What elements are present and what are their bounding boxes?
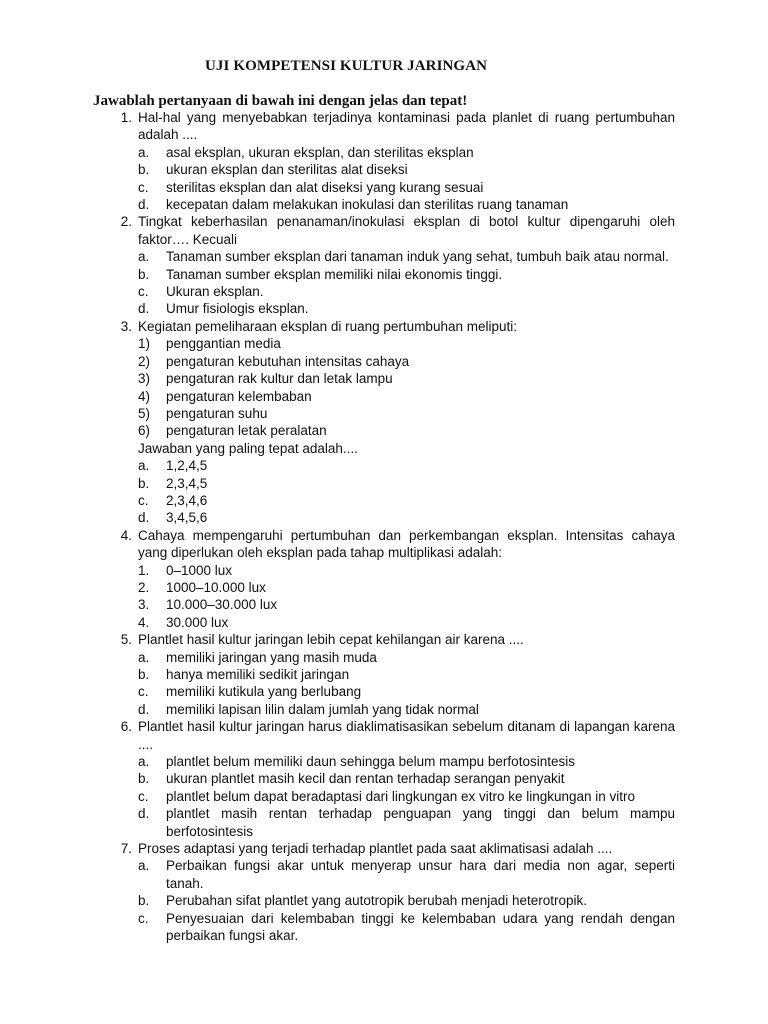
option-a (138, 649, 675, 666)
option-text: kecepatan dalam melakukan inokulasi dan sterilitas ruang tanaman (166, 197, 569, 213)
question-4 (114, 527, 675, 631)
question-number: 4. (120, 527, 132, 543)
option-list (138, 649, 675, 719)
question-text: Proses adaptasi yang terjadi terhadap plantlet pada saat aklimatisasi adalah .... (138, 841, 613, 857)
option-list (138, 857, 675, 944)
option-text: 2,3,4,5 (166, 475, 208, 491)
option-label: 3. (138, 597, 150, 613)
option-label: b. (138, 266, 150, 282)
option-text: memiliki jaringan yang masih muda (166, 649, 377, 665)
list-item (138, 405, 675, 422)
option-c (138, 788, 675, 805)
page-title: UJI KOMPETENSI KULTUR JARINGAN (205, 58, 488, 74)
option-text: 0–1000 lux (166, 562, 233, 578)
option-text: Tanaman sumber eksplan dari tanaman induk yang sehat, tumbuh baik atau normal. (166, 249, 669, 265)
item-text: pengaturan suhu (166, 405, 268, 421)
list-item (138, 422, 675, 439)
option-list (138, 753, 675, 840)
question-6 (114, 718, 675, 840)
list-item (138, 388, 675, 405)
option-c (138, 179, 675, 196)
option-text: Umur fisiologis eksplan. (166, 301, 309, 317)
question-number: 2. (120, 214, 132, 230)
item-label: 1) (138, 336, 151, 352)
item-label: 2) (138, 353, 151, 369)
option-b (138, 475, 675, 492)
item-text: pengaturan kebutuhan intensitas cahaya (166, 353, 410, 369)
option-text: 30.000 lux (166, 614, 229, 630)
list-item (138, 353, 675, 370)
option-text: plantlet belum dapat beradaptasi dari lingkungan ex vitro ke lingkungan in vitro (166, 788, 636, 804)
option-label: d. (138, 806, 150, 822)
option-c (138, 492, 675, 509)
option-text: Ukuran eksplan. (166, 284, 264, 300)
option-label: b. (138, 667, 150, 682)
list-item (138, 335, 675, 352)
option-text: sterilitas eksplan dan alat diseksi yang kurang sesuai (166, 179, 484, 195)
list-item (138, 370, 675, 387)
option-text: Tanaman sumber eksplan memiliki nilai ekonomis tinggi. (166, 266, 503, 282)
option-text: memiliki lapisan lilin dalam jumlah yang tidak normal (166, 701, 479, 717)
option-label: a. (138, 458, 150, 474)
option-label: b. (138, 771, 150, 787)
option-3 (138, 596, 675, 613)
item-text: pengaturan kelembaban (166, 388, 312, 404)
option-text: Penyesuaian dari kelembaban tinggi ke kelembaban udara yang rendah dengan perbaikan fungsi akar. (166, 910, 675, 944)
option-a (138, 457, 675, 474)
option-label: c. (138, 788, 149, 804)
option-a (138, 248, 675, 265)
option-text: memiliki kutikula yang berlubang (166, 684, 362, 700)
option-a (138, 144, 675, 161)
question-7 (114, 840, 675, 944)
question-text: Kegiatan pemeliharaan eksplan di ruang pertumbuhan meliputi: (138, 318, 517, 334)
option-label: d. (138, 510, 150, 526)
instruction-text: Jawablah pertanyaan di bawah ini dengan jelas dan tepat! (93, 93, 468, 109)
option-text: 10.000–30.000 lux (166, 597, 278, 613)
option-label: 4. (138, 614, 150, 630)
option-4 (138, 614, 675, 631)
option-a (138, 857, 675, 892)
option-text: 1000–10.000 lux (166, 579, 266, 595)
question-number: 3. (120, 318, 132, 334)
option-2 (138, 579, 675, 596)
question-text: Plantlet hasil kultur jaringan lebih cepat kehilangan air karena .... (138, 632, 524, 648)
option-label: d. (138, 197, 150, 213)
option-b (138, 266, 675, 283)
option-label: b. (138, 893, 150, 909)
option-b (138, 892, 675, 909)
option-text: Perbaikan fungsi akar untuk menyerap unsur hara dari media non agar, seperti tanah. (166, 858, 675, 891)
question-text: Cahaya mempengaruhi pertumbuhan dan perkembangan eksplan. Intensitas cahaya yang diperlukan oleh eksplan pada tahap multiplikasi adalah: (138, 527, 675, 561)
option-list (138, 457, 675, 527)
item-text: pengaturan letak peralatan (166, 423, 327, 439)
question-2 (114, 213, 675, 317)
option-label: a. (138, 754, 150, 770)
item-list (138, 335, 675, 439)
option-text: ukuran eksplan dan sterilitas alat diseksi (166, 162, 408, 178)
option-b (138, 666, 675, 683)
option-d (138, 701, 675, 718)
item-label: 6) (138, 423, 151, 439)
question-number: 1. (120, 110, 132, 125)
question-5 (114, 631, 675, 718)
question-text: Plantlet hasil kultur jaringan harus diaklimatisasikan sebelum ditanam di lapangan karena .... (138, 719, 675, 752)
option-label: 1. (138, 562, 150, 578)
option-text: hanya memiliki sedikit jaringan (166, 667, 350, 682)
question-number: 6. (120, 719, 132, 735)
option-d (138, 805, 675, 840)
option-label: c. (138, 179, 149, 195)
option-text: plantlet masih rentan terhadap penguapan yang tinggi dan belum mampu berfotosintesis (166, 806, 675, 839)
option-text: ukuran plantlet masih kecil dan rentan terhadap serangan penyakit (166, 771, 565, 787)
option-text: asal eksplan, ukuran eksplan, dan sterilitas eksplan (166, 144, 474, 160)
option-d (138, 509, 675, 526)
option-label: 2. (138, 579, 150, 595)
option-1 (138, 562, 675, 579)
option-label: a. (138, 144, 150, 160)
option-label: c. (138, 492, 149, 508)
followup-text: Jawaban yang paling tepat adalah.... (138, 440, 358, 456)
option-label: c. (138, 284, 149, 300)
item-text: pengaturan rak kultur dan letak lampu (166, 371, 393, 387)
item-label: 3) (138, 371, 151, 387)
option-label: d. (138, 301, 150, 317)
question-number: 7. (120, 841, 132, 857)
option-label: c. (138, 910, 149, 926)
option-label: b. (138, 475, 150, 491)
option-a (138, 753, 675, 770)
option-label: a. (138, 249, 150, 265)
option-label: c. (138, 684, 149, 700)
option-text: Perubahan sifat plantlet yang autotropik berubah menjadi heterotropik. (166, 893, 588, 909)
option-list (138, 144, 675, 214)
option-label: d. (138, 701, 150, 717)
item-label: 5) (138, 405, 151, 421)
question-1 (114, 109, 675, 213)
option-label: a. (138, 858, 150, 874)
option-text: plantlet belum memiliki daun sehingga belum mampu berfotosintesis (166, 754, 575, 770)
option-list (138, 248, 675, 318)
option-c (138, 683, 675, 700)
option-b (138, 161, 675, 178)
option-c (138, 283, 675, 300)
option-label: a. (138, 649, 150, 665)
option-text: 2,3,4,6 (166, 492, 208, 508)
question-text: Hal-hal yang menyebabkan terjadinya kontaminasi pada planlet di ruang pertumbuhan adalah .... (138, 110, 675, 143)
question-number: 5. (120, 632, 132, 648)
question-list (114, 109, 675, 945)
option-text: 3,4,5,6 (166, 510, 208, 526)
option-text: 1,2,4,5 (166, 458, 208, 474)
question-text: Tingkat keberhasilan penanaman/inokulasi eksplan di botol kultur dipengaruhi oleh faktor…. Kecuali (138, 214, 675, 247)
option-b (138, 770, 675, 787)
question-3 (114, 318, 675, 527)
option-label: b. (138, 162, 150, 178)
option-d (138, 196, 675, 213)
option-c (138, 910, 675, 945)
option-d (138, 300, 675, 317)
item-label: 4) (138, 388, 151, 404)
item-text: penggantian media (166, 336, 281, 352)
option-list (138, 562, 675, 632)
